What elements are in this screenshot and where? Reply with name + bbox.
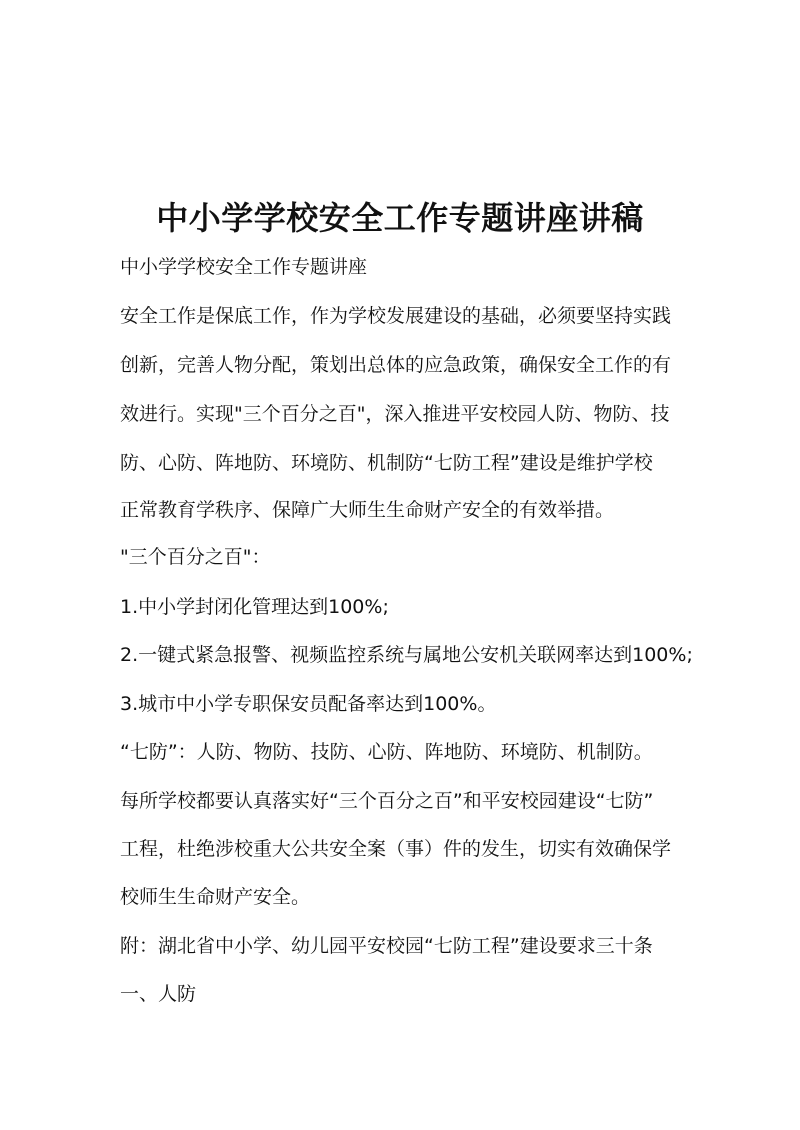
- subtitle-line: 中小学学校安全工作专题讲座: [120, 256, 368, 278]
- list-item: 3.城市中小学专职保安员配备率达到100%。: [120, 693, 497, 715]
- body-line: 每所学校都要认真落实好“三个百分之百”和平安校园建设“七防”: [120, 790, 654, 812]
- body-line: 创新，完善人物分配，策划出总体的应急政策，确保安全工作的有: [120, 354, 672, 376]
- document-title: 中小学学校安全工作专题讲座讲稿: [156, 199, 644, 237]
- list-item: 1.中小学封闭化管理达到100%;: [120, 596, 389, 618]
- appendix-line: 附：湖北省中小学、幼儿园平安校园“七防工程”建设要求三十条: [120, 935, 653, 957]
- list-item: 2.一键式紧急报警、视频监控系统与属地公安机关联网率达到100%;: [120, 644, 693, 666]
- body-line: 工程，杜绝涉校重大公共安全案（事）件的发生，切实有效确保学: [120, 838, 672, 860]
- body-line: "三个百分之百"：: [120, 546, 271, 568]
- body-line: 效进行。实现"三个百分之百"，深入推进平安校园人防、物防、技: [120, 403, 670, 425]
- body-line: 校师生生命财产安全。: [120, 886, 311, 908]
- body-line: 防、心防、阵地防、环境防、机制防“七防工程”建设是维护学校: [120, 452, 653, 474]
- body-line: “七防”：人防、物防、技防、心防、阵地防、环境防、机制防。: [120, 741, 653, 763]
- section-heading: 一、人防: [120, 983, 197, 1005]
- body-line: 安全工作是保底工作，作为学校发展建设的基础，必须要坚持实践: [120, 305, 672, 327]
- body-line: 正常教育学秩序、保障广大师生生命财产安全的有效举措。: [120, 499, 615, 521]
